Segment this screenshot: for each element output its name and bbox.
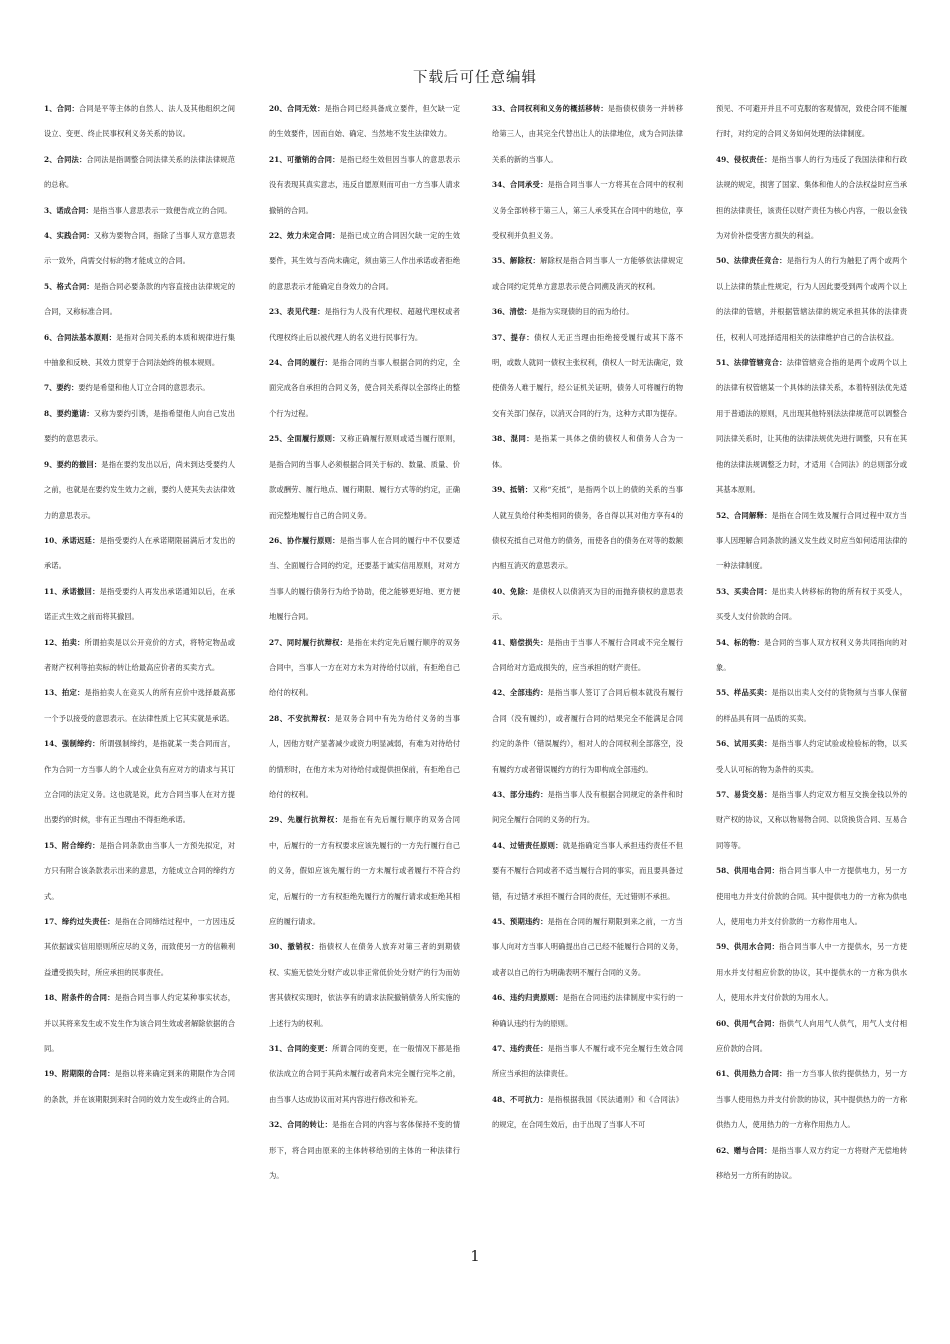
glossary-term: 35、解除权： (492, 256, 541, 266)
glossary-definition: 是债权人以债消灭为目的而抛弃债权的意思表示。 (492, 586, 684, 622)
glossary-entry (269, 147, 460, 223)
glossary-columns (44, 96, 912, 1244)
glossary-term: 38、混同： (492, 434, 535, 444)
glossary-definition: 是指受要约人在承诺期限届满后才发出的承诺。 (44, 535, 236, 571)
glossary-entry (44, 731, 235, 833)
glossary-entry (716, 934, 907, 1010)
glossary-entry (716, 680, 907, 731)
glossary-term: 24、合同的履行： (269, 358, 333, 368)
glossary-entry (44, 528, 235, 579)
glossary-term: 18、附条件的合同： (44, 993, 115, 1003)
glossary-entry (44, 96, 235, 147)
glossary-term: 47、违约责任： (492, 1044, 548, 1054)
glossary-entry (716, 1061, 907, 1137)
glossary-entry (492, 299, 683, 324)
glossary-definition: 是指以将来确定到来的期限作为合同的条款，并在该期限到来时合同的效力发生或终止的合同。 (44, 1069, 236, 1104)
glossary-definition: 是指对合同关系的本质和规律进行集中抽象和反映、其效力贯穿于合同法始终的根本规则。 (44, 332, 236, 368)
glossary-entry (716, 503, 907, 579)
glossary-definition: 是指当事人约定双方相互交换金钱以外的财产权的协议，又称以物易物合同、以货换货合同、互易合同等等。 (716, 789, 908, 850)
glossary-definition: 是指当事人在合同的履行中不仅要适当、全面履行合同的约定，还要基于诚实信用原则，对对方当事人的履行债务行为给予协助，使之能够更好地、更方便地履行合同。 (269, 535, 461, 622)
glossary-definition: 所谓合同的变更，在一般情况下都是指依法成立的合同于其尚未履行或者尚未完全履行完毕之前，由当事人达成协议而对其内容进行修改和补充。 (269, 1044, 460, 1104)
glossary-term: 11、承诺撤回： (44, 586, 100, 596)
glossary-term: 54、标的物： (716, 637, 765, 647)
glossary-entry (44, 401, 235, 452)
glossary-term: 45、预期违约： (492, 917, 548, 926)
glossary-definition: 是指当事人不履行或不完全履行生效合同所应当承担的法律责任。 (492, 1044, 684, 1079)
glossary-term: 37、提存： (492, 332, 535, 342)
glossary-definition: 是指在合同生效及履行合同过程中双方当事人因理解合同条款的涵义发生歧义时应当如何适用法律的一种法律制度。 (716, 510, 908, 571)
glossary-entry (492, 782, 683, 833)
glossary-term: 58、供用电合同： (716, 866, 780, 876)
glossary-entry (269, 706, 460, 808)
glossary-entry (492, 1087, 683, 1138)
glossary-column-4 (716, 96, 907, 1188)
glossary-entry (269, 934, 460, 1036)
glossary-definition: 是指债权债务一并转移给第三人，由其完全代替出让人的法律地位，成为合同法律关系的新的当事人。 (492, 104, 684, 164)
glossary-definition: 是指为实现债的目的而为给付。 (531, 307, 634, 317)
glossary-definition: 指合同当事人中一方提供水，另一方使用水并支付相应价款的协议，其中提供水的一方称为供水人，使用水并支付价款的为用水人。 (716, 942, 907, 1003)
glossary-definition: 是指以出卖人交付的货物须与当事人保留的样品具有同一品质的买卖。 (716, 688, 908, 723)
glossary-term: 9、要约的撤回： (44, 459, 102, 469)
glossary-entry (492, 909, 683, 985)
glossary-entry (492, 680, 683, 782)
glossary-definition: 是指由于当事人不履行合同或不完全履行合同给对方造成损失的，应当承担的财产责任。 (492, 637, 684, 672)
glossary-entry (716, 248, 907, 350)
glossary-term: 44、过错责任原则： (492, 840, 563, 850)
glossary-term: 13、拍定： (44, 688, 85, 698)
glossary-term: 26、协作履行原则： (269, 535, 340, 545)
glossary-definition: 是指当事人签订了合同后根本就没有履行合同（没有履约），或者履行合同的结果完全不能满足合同约定的条件（错误履约），相对人的合同权利全部落空，没有履约方或者错误履约方的行为即构成全部违约。 (492, 688, 684, 774)
glossary-definition: 是指合同的当事人根据合同的约定，全面完成各自承担的合同义务，使合同关系得以全部终止的整个行为过程。 (269, 358, 460, 418)
glossary-term: 50、法律责任竞合： (716, 256, 787, 266)
glossary-definition: 要约是希望和他人订立合同的意思表示。 (78, 383, 210, 393)
glossary-definition: 又称为要物合同，指除了当事人双方意思表示一致外，尚需交付标的物才能成立的合同。 (44, 231, 236, 266)
glossary-definition: 是指根据我国《民法通则》和《合同法》的规定，在合同生效后，由于出现了当事人不可 (492, 1094, 684, 1130)
glossary-term: 31、合同的变更： (269, 1044, 333, 1054)
glossary-entry (492, 426, 683, 477)
page-header: 下载后可任意编辑 (413, 70, 537, 86)
glossary-definition: 指债权人在债务人放弃对第三者的到期债权、实施无偿处分财产或以非正常低价处分财产的行为而妨害其债权实现时，依法享有的请求法院撤销债务人所实施的上述行为的权利。 (269, 942, 461, 1028)
glossary-definition: 债权人无正当理由拒绝接受履行或其下落不明，或数人就同一债权主张权利，债权人一时无法确定，致使债务人难于履行，经公证机关证明，债务人可将履行的物交有关部门保存，以消灭合同的行为，这种方式即为提存。 (492, 332, 683, 418)
glossary-definition: 是指在未约定先后履行顺序的双务合同中，当事人一方在对方未为对待给付以前，有拒绝自己给付的权利。 (269, 637, 461, 698)
glossary-term: 28、不安抗辩权： (269, 713, 335, 723)
glossary-entry (44, 223, 235, 274)
glossary-definition: 是指在要约发出以后，尚未到达受要约人之前，也就是在要约发生效力之前，要约人使其失去法律效力的意思表示。 (44, 459, 236, 520)
glossary-term: 41、赔偿损失： (492, 637, 548, 647)
glossary-definition: 又称为要约引诱，是指希望他人向自己发出要约的意思表示。 (44, 408, 236, 444)
glossary-definition: 指供气人向用气人供气，用气人支付相应价款的合同。 (716, 1018, 907, 1054)
glossary-entry (492, 579, 683, 630)
glossary-entry (44, 147, 235, 198)
glossary-entry (492, 1036, 683, 1087)
glossary-definition: 是合同的当事人双方权利义务共同指向的对象。 (716, 637, 908, 672)
glossary-entry (44, 630, 235, 681)
glossary-definition: 是指合同当事人约定某种事实状态，并以其将来发生或不发生作为该合同生效或者解除依据的合同。 (44, 993, 236, 1054)
glossary-entry (44, 375, 235, 400)
glossary-column-1 (44, 96, 235, 1112)
glossary-term: 57、易货交易： (716, 789, 772, 799)
glossary-definition: 指合同当事人中一方提供电力，另一方使用电力并支付价款的合同。其中提供电力的一方称为供电人，使用电力并支付价款的一方称作用电人。 (716, 866, 907, 926)
glossary-term: 29、先履行抗辩权： (269, 815, 343, 825)
glossary-term: 25、全面履行原则： (269, 434, 340, 444)
glossary-entry (716, 630, 907, 681)
glossary-definition: 是出卖人转移标的物的所有权于买受人，买受人支付价款的合同。 (716, 586, 908, 622)
glossary-entry (716, 579, 907, 630)
glossary-entry (492, 325, 683, 427)
glossary-definition: 是指已经生效但因当事人的意思表示没有表现其真实意志，违反自愿原则而可由一方当事人请求撤销的合同。 (269, 154, 461, 215)
glossary-term: 17、缔约过失责任： (44, 917, 115, 926)
page-number: 1 (470, 1247, 480, 1265)
glossary-term: 36、清偿： (492, 307, 532, 317)
glossary-term: 20、合同无效： (269, 104, 325, 113)
glossary-definition: 是指已成立的合同因欠缺一定的生效要件，其生效与否尚未确定，须由第三人作出承诺或者拒绝的意思表示才能确定自身效力的合同。 (269, 231, 461, 291)
glossary-term: 22、效力未定合同： (269, 231, 340, 241)
glossary-term: 5、格式合同： (44, 281, 94, 291)
glossary-entry (716, 147, 907, 249)
glossary-entry (269, 528, 460, 630)
glossary-definition: 合同是平等主体的自然人、法人及其他组织之间设立、变更、终止民事权利义务关系的协议。 (44, 104, 236, 139)
glossary-term: 40、免除： (492, 586, 533, 596)
glossary-entry (269, 1112, 460, 1188)
glossary-term: 42、全部违约： (492, 688, 548, 698)
glossary-term: 34、合同承受： (492, 180, 548, 190)
glossary-entry (44, 579, 235, 630)
glossary-entry (716, 858, 907, 934)
glossary-definition: 又称“充抵”，是指两个以上的债的关系的当事人就互负给付种类相同的债务，各自得以其对他方享有4的债权充抵自己对他方的债务，而使各自的债务在对等的数额内相互消灭的意思表示。 (492, 485, 683, 571)
glossary-term: 21、可撤销的合同： (269, 154, 340, 164)
glossary-definition: 是指当事人双方约定一方将财产无偿地转移给另一方所有的协议。 (716, 1145, 908, 1181)
glossary-entry (269, 223, 460, 299)
glossary-entry (44, 1061, 235, 1112)
glossary-definition: 是指某一具体之债的债权人和债务人合为一体。 (492, 434, 683, 469)
glossary-term: 55、样品买卖： (716, 688, 772, 698)
glossary-definition: 是指拍卖人在竞买人的所有应价中选择最高那一个予以接受的意思表示。在法律性质上它其实就是承诺。 (44, 688, 236, 723)
glossary-term: 6、合同法基本原则： (44, 332, 117, 342)
glossary-definition: 是指合同当事人一方将其在合同中的权利义务全部转移于第三人，第三人承受其在合同中的地位，享受权利并负担义务。 (492, 180, 684, 241)
glossary-column-3 (492, 96, 683, 1138)
glossary-term: 8、要约邀请： (44, 408, 94, 418)
glossary-entry (44, 680, 235, 731)
glossary-term: 39、抵销： (492, 485, 533, 495)
glossary-definition: 指一方当事人依约提供热力，另一方当事人使用热力并支付价款的协议，其中提供热力的一方称供热力人，使用热力的一方称作用热力人。 (716, 1069, 908, 1130)
glossary-definition: 是指当事人意思表示一致便告成立的合同。 (92, 205, 232, 215)
glossary-definition: 是指合同已经具备成立要件，但欠缺一定的生效要件，因而自始、确定、当然地不发生法律效力。 (269, 104, 461, 139)
glossary-definition: 是指在合同的内容与客体保持不变的情形下，将合同由原来的主体转移给别的主体的一种法律行为。 (269, 1120, 460, 1181)
glossary-definition: 是指在合同缔结过程中，一方因违反其依据诚实信用原则所应尽的义务，而致使另一方的信赖利益遭受损失时，所应承担的民事责任。 (44, 917, 236, 977)
glossary-entry (269, 299, 460, 350)
glossary-entry (269, 426, 460, 528)
glossary-term: 60、供用气合同： (716, 1018, 780, 1028)
glossary-entry (716, 1138, 907, 1189)
glossary-term: 33、合同权利和义务的概括移转： (492, 104, 608, 113)
glossary-definition: 是指行为人没有代理权、超越代理权或者代理权终止后以被代理人的名义进行民事行为。 (269, 307, 461, 342)
glossary-definition: 是指当事人的行为违反了我国法律和行政法规的规定，损害了国家、集体和他人的合法权益时应当承担的法律责任，该责任以财产责任为核心内容，一般以金钱为对价补偿受害方损失的利益。 (716, 154, 908, 241)
glossary-entry (44, 833, 235, 909)
glossary-entry (269, 630, 460, 706)
glossary-entry (269, 96, 460, 147)
glossary-entry (269, 1036, 460, 1112)
glossary-term: 30、撤销权： (269, 942, 320, 952)
glossary-definition: 是指在有先后履行顺序的双务合同中，后履行的一方有权要求应该先履行的一方先行履行自己的义务，假如应该先履行的一方未履行或者履行不符合约定，后履行的一方有权拒绝先履行方的履行请求或拒绝其相应的履行请求。 (269, 815, 460, 926)
glossary-entry (716, 350, 907, 502)
glossary-term: 53、买卖合同： (716, 586, 772, 596)
glossary-definition: 是指行为人的行为触犯了两个或两个以上法律的禁止性规定，行为人因此要受到两个或两个以上的法律的管辖，并根据管辖法律的规定承担其体的法律责任，权利人可选择适用相关的法律维护自己的合法权益。 (716, 256, 908, 342)
glossary-entry (44, 985, 235, 1061)
glossary-entry (716, 731, 907, 782)
glossary-entry (492, 248, 683, 299)
glossary-entry (44, 325, 235, 376)
glossary-term: 4、实践合同： (44, 231, 94, 241)
glossary-definition: 是双务合同中有先为给付义务的当事人，因他方财产显著减少或资力明显减弱，有难为对待给付的情形时，在他方未为对待给付或提供担保前，有拒绝自己给付的权利。 (269, 713, 461, 799)
glossary-term: 27、同时履行抗辩权： (269, 637, 348, 647)
glossary-entry (492, 477, 683, 579)
glossary-entry (492, 630, 683, 681)
glossary-definition: 是指在合同的履行期限到来之前，一方当事人向对方当事人明确提出自己已经不能履行合同的义务，或者以自己的行为明确表明不履行合同的义务。 (492, 917, 684, 977)
glossary-term: 2、合同法： (44, 154, 87, 164)
glossary-entry (44, 909, 235, 985)
glossary-definition: 是指合同必要条款的内容直接由法律规定的合同，又称标准合同。 (44, 281, 236, 317)
glossary-column-2 (269, 96, 460, 1188)
glossary-entry (492, 172, 683, 248)
glossary-definition: 是指在合同违约法律制度中实行的一种确认违约行为的原则。 (492, 993, 684, 1028)
glossary-definition: 预见、不可避开并且不可克服的客观情况，致使合同不能履行时，对约定的合同义务如何处理的法律制度。 (716, 104, 907, 139)
glossary-entry (44, 198, 235, 223)
glossary-entry (269, 350, 460, 426)
glossary-entry (492, 985, 683, 1036)
glossary-definition: 所谓强制缔约，是指就某一类合同而言，作为合同一方当事人的个人或企业负有应对方的请求与其订立合同的法定义务。这也就是说，此方合同当事人在对方提出要约的时候，非有正当理由不得拒绝承诺。 (44, 739, 236, 825)
glossary-entry (44, 274, 235, 325)
glossary-definition: 法律管辖竞合指的是两个或两个以上的法律有权管辖某一个具体的法律关系，本着特别法优先适用于普通法的原则，凡出现其他特别法法律规范可以调整合同法律关系时，让其他的法律法规优先进行调整，只有在其他的法律法规调整乏力时，才适用《合同法》的总则部分或其基本原则。 (716, 358, 908, 495)
glossary-term: 1、合同： (44, 104, 79, 113)
glossary-entry (492, 833, 683, 909)
glossary-term: 56、试用买卖： (716, 739, 772, 749)
glossary-entry (716, 1011, 907, 1062)
glossary-term: 48、不可抗力： (492, 1094, 548, 1104)
glossary-term: 3、诺成合同： (44, 205, 93, 215)
glossary-term: 7、要约： (44, 383, 79, 393)
glossary-entry (716, 782, 907, 858)
glossary-term: 15、附合缔约： (44, 840, 100, 850)
glossary-definition: 合同法是指调整合同法律关系的法律法律规范的总称。 (44, 154, 236, 190)
glossary-term: 52、合同解释： (716, 510, 772, 520)
glossary-entry (44, 452, 235, 528)
glossary-definition: 就是指确定当事人承担违约责任不但要有不履行合同或者不适当履行合同的事实，而且要具备过错，有过错才承担不履行合同的责任，无过错则不承担。 (492, 840, 684, 901)
glossary-term: 10、承诺迟延： (44, 535, 100, 545)
glossary-term: 49、侵权责任： (716, 154, 772, 164)
glossary-term: 46、违约归责原则： (492, 993, 563, 1003)
glossary-term: 23、表见代理： (269, 307, 325, 317)
glossary-term: 14、强制缔约： (44, 739, 100, 749)
glossary-definition: 是指当事人没有根据合同规定的条件和时间完全履行合同的义务的行为。 (492, 789, 684, 825)
glossary-term: 43、部分违约： (492, 789, 548, 799)
glossary-definition: 是指合同条款由当事人一方预先拟定，对方只有附合该条款表示出来的意思，方能成立合同的缔约方式。 (44, 840, 236, 901)
glossary-definition: 是指受要约人再发出承诺通知以后，在承诺正式生效之前而将其撤回。 (44, 586, 236, 622)
glossary-entry (492, 96, 683, 172)
glossary-definition: 是指当事人约定试验或检验标的物，以买受人认可标的物为条件的买卖。 (716, 739, 908, 774)
glossary-term: 12、拍卖： (44, 637, 85, 647)
glossary-definition: 解除权是指合同当事人一方能够依法律规定或合同约定凭单方意思表示使合同溯及消灭的权利。 (492, 256, 684, 291)
glossary-term: 59、供用水合同： (716, 942, 780, 952)
glossary-entry (716, 96, 907, 147)
glossary-definition: 又称正确履行原则或适当履行原则，是指合同的当事人必须根据合同关于标的、数量、质量、价款或酬劳、履行地点、履行期限、履行方式等的约定，正确而完整地履行自己的合同义务。 (269, 434, 461, 520)
glossary-term: 62、赠与合同： (716, 1145, 772, 1155)
glossary-entry (269, 807, 460, 934)
glossary-term: 61、供用热力合同： (716, 1069, 787, 1079)
glossary-term: 51、法律管辖竞合： (716, 358, 787, 368)
glossary-term: 32、合同的转让： (269, 1120, 333, 1130)
glossary-term: 19、附期限的合同： (44, 1069, 115, 1079)
glossary-definition: 所谓拍卖是以公开竞价的方式，将特定物品或者财产权利等拍卖标的转让给最高应价者的买卖方式。 (44, 637, 236, 672)
